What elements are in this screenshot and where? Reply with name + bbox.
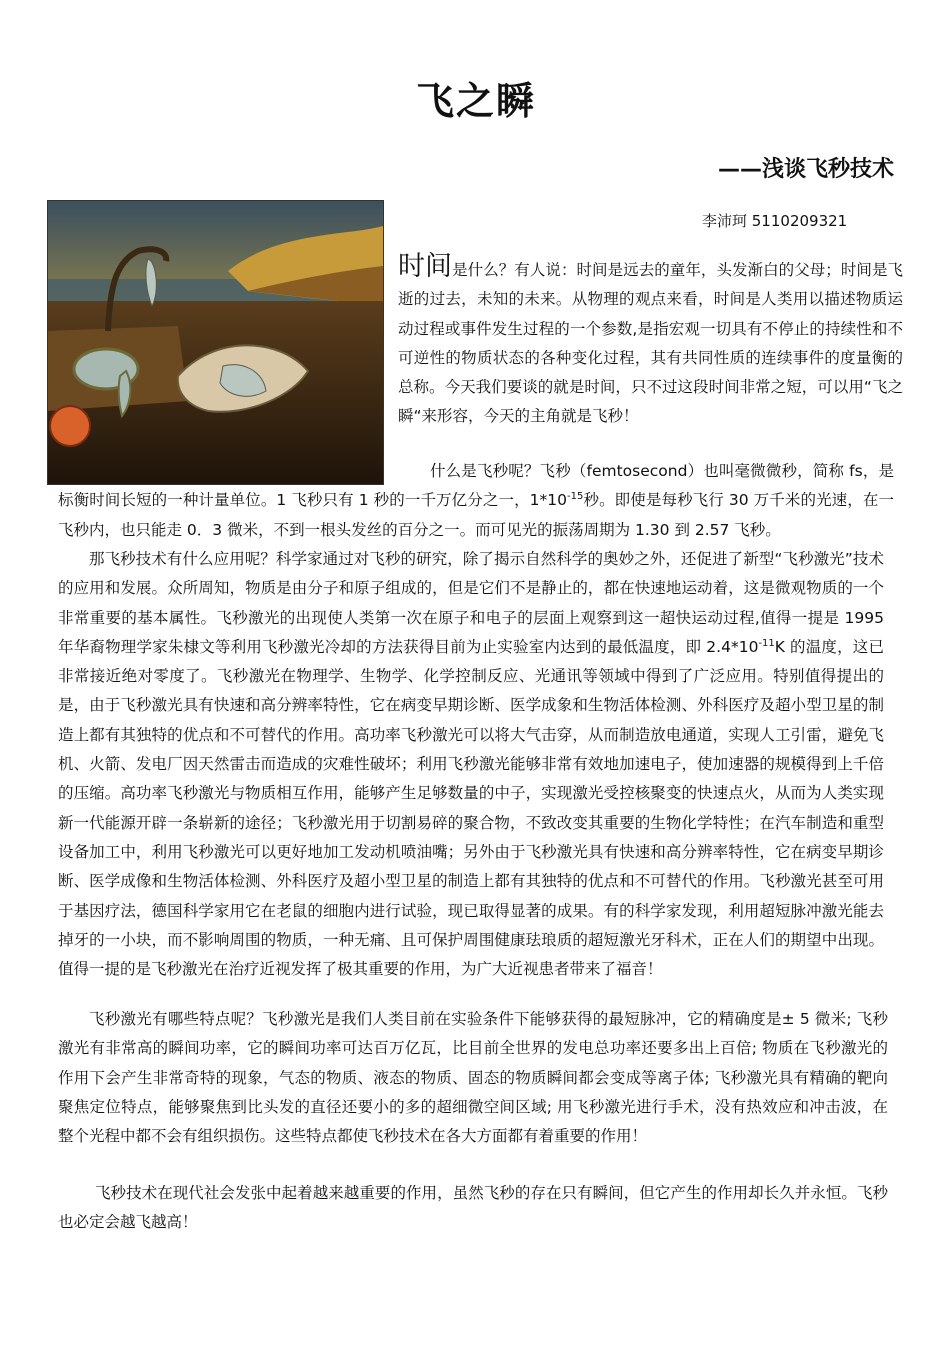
exponent: -15 <box>567 491 584 503</box>
paragraph-4: 飞秒激光有哪些特点呢？飞秒激光是我们人类目前在实验条件下能够获得的最短脉冲，它的精确度是± 5 微米; 飞秒激光有非常高的瞬间功率，它的瞬间功率可达百万亿瓦，比目前全世界的发电总功率还要多出上百倍; 物质在飞秒激光的作用下会产生非常奇特的现象，气态的物质、液态的物质、固态的物质瞬间都会变成等离子体; 飞秒激光具有精确的靶向聚焦定位特点，能够聚焦到比头发的直径还要小的多的超细微空间区域; 用飞秒激光进行手术，没有热效应和冲击波，在整个光程中都不会有组织损伤。这些特点都使飞秒技术在各大方面都有着重要的作用！ <box>58 1010 888 1146</box>
exponent: -11 <box>758 637 775 649</box>
paragraph-3 <box>58 545 884 984</box>
paragraph-5: 飞秒技术在现代社会发张中起着越来越重要的作用，虽然飞秒的存在只有瞬间，但它产生的作用却长久并永恒。飞秒也必定会越飞越高！ <box>58 1184 888 1232</box>
painting-illustration <box>48 201 383 484</box>
paragraph-1-text: 是什么？有人说：时间是远去的童年，头发渐白的父母；时间是飞逝的过去，未知的未来。从物理的观点来看，时间是人类用以描述物质运动过程或事件发生过程的一个参数,是指宏观一切具有不停止的持续性和不可逆性的物质状态的各种变化过程，其有共同性质的连续事件的度量衡的总称。今天我们要谈的就是时间，只不过这段时间非常之短，可以用“飞之瞬“来形容，今天的主角就是飞秒！ <box>398 261 903 426</box>
author-line: 李沛珂 5110209321 <box>702 212 848 230</box>
persistence-of-memory-painting <box>47 200 384 485</box>
paragraph-2-text-a: 什么是飞秒呢？飞秒（femtosecond）也叫毫微微秒，简称 fs，是标衡时间长短的一种计量单位。1 飞秒只有 1 秒的一千万亿分之一，1*10 <box>58 462 894 510</box>
page-subtitle: ——浅谈飞秒技术 <box>717 157 894 182</box>
paragraph-2-text-b: 秒。即使是每秒飞行 30 万千米的光速，在一飞秒内，也只能走 0．3 微米，不到一根头发丝的百分之一。而可见光的振荡周期为 1.30 到 2.57 飞秒。 <box>58 491 894 539</box>
paragraph-2 <box>58 457 894 545</box>
page-title: 飞之瞬 <box>415 79 536 123</box>
orange-clock <box>50 406 90 446</box>
paragraph-1 <box>398 252 903 432</box>
paragraph-3-text-b: K 的温度，这已非常接近绝对零度了。飞秒激光在物理学、生物学、化学控制反应、光通讯等领域中得到了广泛应用。特别值得提出的是，由于飞秒激光具有快速和高分辨率特性，它在病变早期诊断、医学成象和生物活体检测、外科医疗及超小型卫星的制造上都有其独特的优点和不可替代的作用。高功率飞秒激光可以将大气击穿，从而制造放电通道，实现人工引雷，避免飞机、火箭、发电厂因天然雷击而造成的灾难性破坏；利用飞秒激光能够非常有效地加速电子，使加速器的规模得到上千倍的压缩。高功率飞秒激光与物质相互作用，能够产生足够数量的中子，实现激光受控核聚变的快速点火，从而为人类实现新一代能源开辟一条崭新的途径；飞秒激光用于切割易碎的聚合物，不致改变其重要的生物化学特性；在汽车制造和重型设备加工中，利用飞秒激光可以更好地加工发动机喷油嘴；另外由于飞秒激光具有快速和高分辨率特性，它在病变早期诊断、医学成像和生物活体检测、外科医疗及超小型卫星的制造上都有其独特的优点和不可替代的作用。飞秒激光甚至可用于基因疗法，德国科学家用它在老鼠的细胞内进行试验，现已取得显著的成果。有的科学家发现，利用超短脉冲激光能去掉牙的一小块，而不影响周围的物质，一种无痛、且可保护周围健康珐琅质的超短激光牙科术，正在人们的期望中出现。值得一提的是飞秒激光在治疗近视发挥了极其重要的作用，为广大近视患者带来了福音！ <box>58 637 884 979</box>
paragraph-3-text-a: 那飞秒技术有什么应用呢？科学家通过对飞秒的研究，除了揭示自然科学的奥妙之外，还促进了新型“飞秒激光”技术的应用和发展。众所周知，物质是由分子和原子组成的，但是它们不是静止的，都在快速地运动着，这是微观物质的一个非常重要的基本属性。飞秒激光的出现使人类第一次在原子和电子的层面上观察到这一超快运动过程,值得一提是 1995 年华裔物理学家朱棣文等利用飞秒激光冷却的方法获得目前为止实验室内达到的最低温度，即 2.4*10 <box>58 550 884 656</box>
lead-word: 时间 <box>398 251 453 282</box>
